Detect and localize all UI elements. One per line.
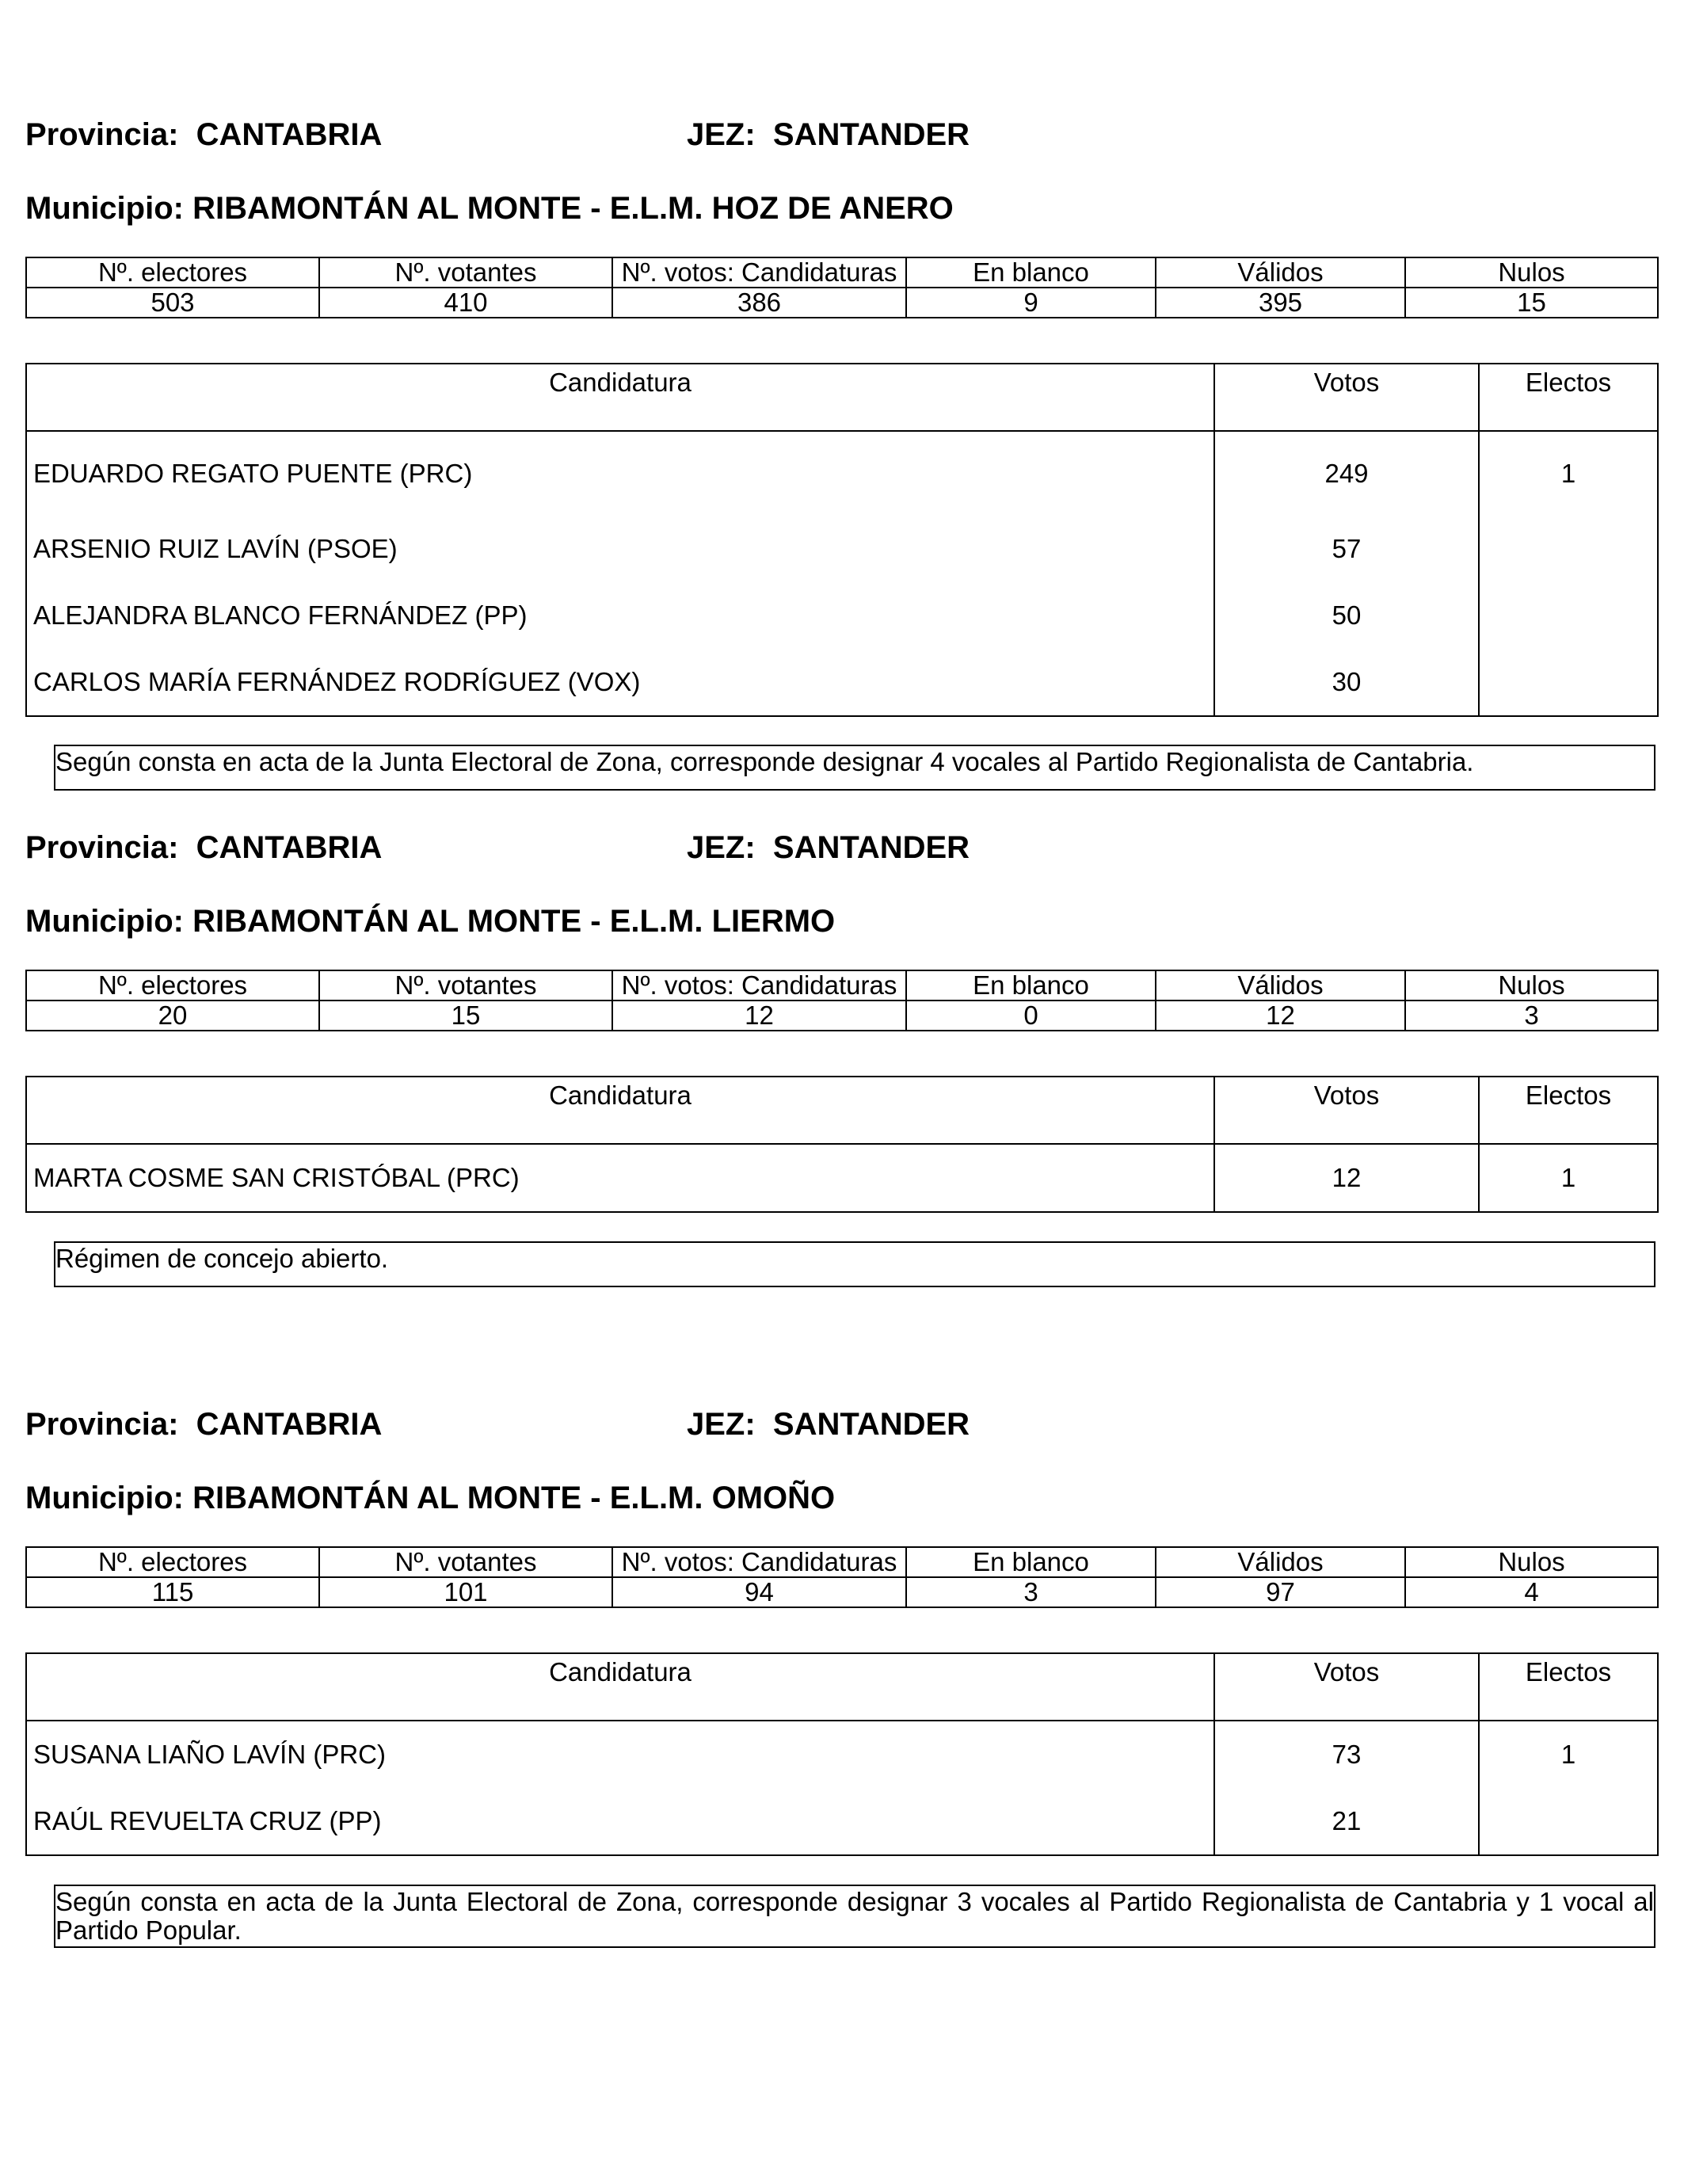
candidates-header-row	[26, 1077, 1658, 1144]
votos-header: Votos	[1214, 1653, 1479, 1721]
stats-value: 115	[26, 1577, 319, 1607]
candidate-electos: 1	[1479, 1144, 1658, 1212]
candidates-header-row	[26, 364, 1658, 431]
candidate-name: EDUARDO REGATO PUENTE (PRC)	[26, 431, 1214, 516]
stats-header: Válidos	[1156, 257, 1405, 288]
candidate-name: ALEJANDRA BLANCO FERNÁNDEZ (PP)	[26, 582, 1214, 649]
stats-value: 12	[1156, 1001, 1405, 1031]
stats-header: Nulos	[1405, 970, 1658, 1001]
candidate-row	[26, 649, 1658, 716]
candidates-header-row	[26, 1653, 1658, 1721]
stats-value-row	[26, 288, 1658, 318]
candidatura-header: Candidatura	[26, 1653, 1214, 1721]
candidate-votes: 12	[1214, 1144, 1479, 1212]
stats-table	[25, 970, 1659, 1031]
stats-table	[25, 257, 1659, 318]
candidate-name: MARTA COSME SAN CRISTÓBAL (PRC)	[26, 1144, 1214, 1212]
stats-value: 410	[319, 288, 612, 318]
stats-value: 12	[612, 1001, 906, 1031]
stats-value: 503	[26, 288, 319, 318]
stats-header: Nº. votos: Candidaturas	[612, 257, 906, 288]
stats-value: 0	[906, 1001, 1156, 1031]
candidate-name: SUSANA LIAÑO LAVÍN (PRC)	[26, 1721, 1214, 1788]
candidatura-header: Candidatura	[26, 1077, 1214, 1144]
note-box: Según consta en acta de la Junta Electoral de Zona, corresponde designar 3 vocales al Partido Regionalista de Cantabria y 1 vocal al Partido Popular.	[54, 1885, 1655, 1948]
stats-value: 386	[612, 288, 906, 318]
note-box: Régimen de concejo abierto.	[54, 1241, 1655, 1287]
stats-header: En blanco	[906, 1547, 1156, 1577]
stats-value: 3	[906, 1577, 1156, 1607]
candidatura-header: Candidatura	[26, 364, 1214, 431]
jez: JEZ: SANTANDER	[687, 1407, 970, 1442]
stats-value: 15	[319, 1001, 612, 1031]
stats-header: En blanco	[906, 970, 1156, 1001]
candidate-electos: 1	[1479, 1721, 1658, 1788]
municipio-title: Municipio: RIBAMONTÁN AL MONTE - E.L.M. OMOÑO	[25, 1481, 836, 1515]
candidate-votes: 50	[1214, 582, 1479, 649]
stats-header: Nº. electores	[26, 257, 319, 288]
stats-header: Válidos	[1156, 970, 1405, 1001]
stats-header: Nº. votantes	[319, 257, 612, 288]
stats-value: 97	[1156, 1577, 1405, 1607]
stats-value-row	[26, 1001, 1658, 1031]
stats-header: Nº. votos: Candidaturas	[612, 970, 906, 1001]
electos-header: Electos	[1479, 1077, 1658, 1144]
candidate-votes: 73	[1214, 1721, 1479, 1788]
candidate-electos	[1479, 582, 1658, 649]
stats-header: Nº. votantes	[319, 1547, 612, 1577]
candidate-row	[26, 516, 1658, 582]
jez: JEZ: SANTANDER	[687, 830, 970, 865]
candidate-row	[26, 582, 1658, 649]
candidate-row	[26, 1721, 1658, 1788]
candidate-electos	[1479, 649, 1658, 716]
candidate-votes: 57	[1214, 516, 1479, 582]
stats-value: 4	[1405, 1577, 1658, 1607]
votos-header: Votos	[1214, 1077, 1479, 1144]
candidate-name: ARSENIO RUIZ LAVÍN (PSOE)	[26, 516, 1214, 582]
stats-header: Válidos	[1156, 1547, 1405, 1577]
stats-header-row	[26, 970, 1658, 1001]
candidates-table	[25, 1652, 1659, 1856]
stats-value: 20	[26, 1001, 319, 1031]
stats-value: 3	[1405, 1001, 1658, 1031]
candidate-name: CARLOS MARÍA FERNÁNDEZ RODRÍGUEZ (VOX)	[26, 649, 1214, 716]
stats-header: Nº. electores	[26, 970, 319, 1001]
stats-header: Nulos	[1405, 257, 1658, 288]
candidate-votes: 30	[1214, 649, 1479, 716]
candidate-votes: 21	[1214, 1788, 1479, 1855]
provincia: Provincia: CANTABRIA	[25, 830, 383, 865]
candidates-table	[25, 363, 1659, 717]
candidate-name: RAÚL REVUELTA CRUZ (PP)	[26, 1788, 1214, 1855]
votos-header: Votos	[1214, 364, 1479, 431]
stats-header: Nulos	[1405, 1547, 1658, 1577]
stats-value: 15	[1405, 288, 1658, 318]
candidate-electos: 1	[1479, 431, 1658, 516]
jez: JEZ: SANTANDER	[687, 117, 970, 152]
candidate-row	[26, 431, 1658, 516]
provincia: Provincia: CANTABRIA	[25, 117, 383, 152]
stats-value: 9	[906, 288, 1156, 318]
candidate-electos	[1479, 516, 1658, 582]
municipio-title: Municipio: RIBAMONTÁN AL MONTE - E.L.M. HOZ DE ANERO	[25, 191, 954, 226]
electos-header: Electos	[1479, 364, 1658, 431]
stats-header-row	[26, 257, 1658, 288]
electos-header: Electos	[1479, 1653, 1658, 1721]
stats-header-row	[26, 1547, 1658, 1577]
stats-table	[25, 1546, 1659, 1608]
candidates-table	[25, 1076, 1659, 1213]
municipio-title: Municipio: RIBAMONTÁN AL MONTE - E.L.M. LIERMO	[25, 904, 836, 939]
stats-value: 101	[319, 1577, 612, 1607]
provincia: Provincia: CANTABRIA	[25, 1407, 383, 1442]
stats-value: 94	[612, 1577, 906, 1607]
stats-header: Nº. votos: Candidaturas	[612, 1547, 906, 1577]
stats-header: En blanco	[906, 257, 1156, 288]
stats-value: 395	[1156, 288, 1405, 318]
candidate-electos	[1479, 1788, 1658, 1855]
candidate-row	[26, 1788, 1658, 1855]
note-box: Según consta en acta de la Junta Electoral de Zona, corresponde designar 4 vocales al Partido Regionalista de Cantabria.	[54, 745, 1655, 791]
candidate-votes: 249	[1214, 431, 1479, 516]
stats-header: Nº. votantes	[319, 970, 612, 1001]
stats-value-row	[26, 1577, 1658, 1607]
stats-header: Nº. electores	[26, 1547, 319, 1577]
candidate-row	[26, 1144, 1658, 1212]
